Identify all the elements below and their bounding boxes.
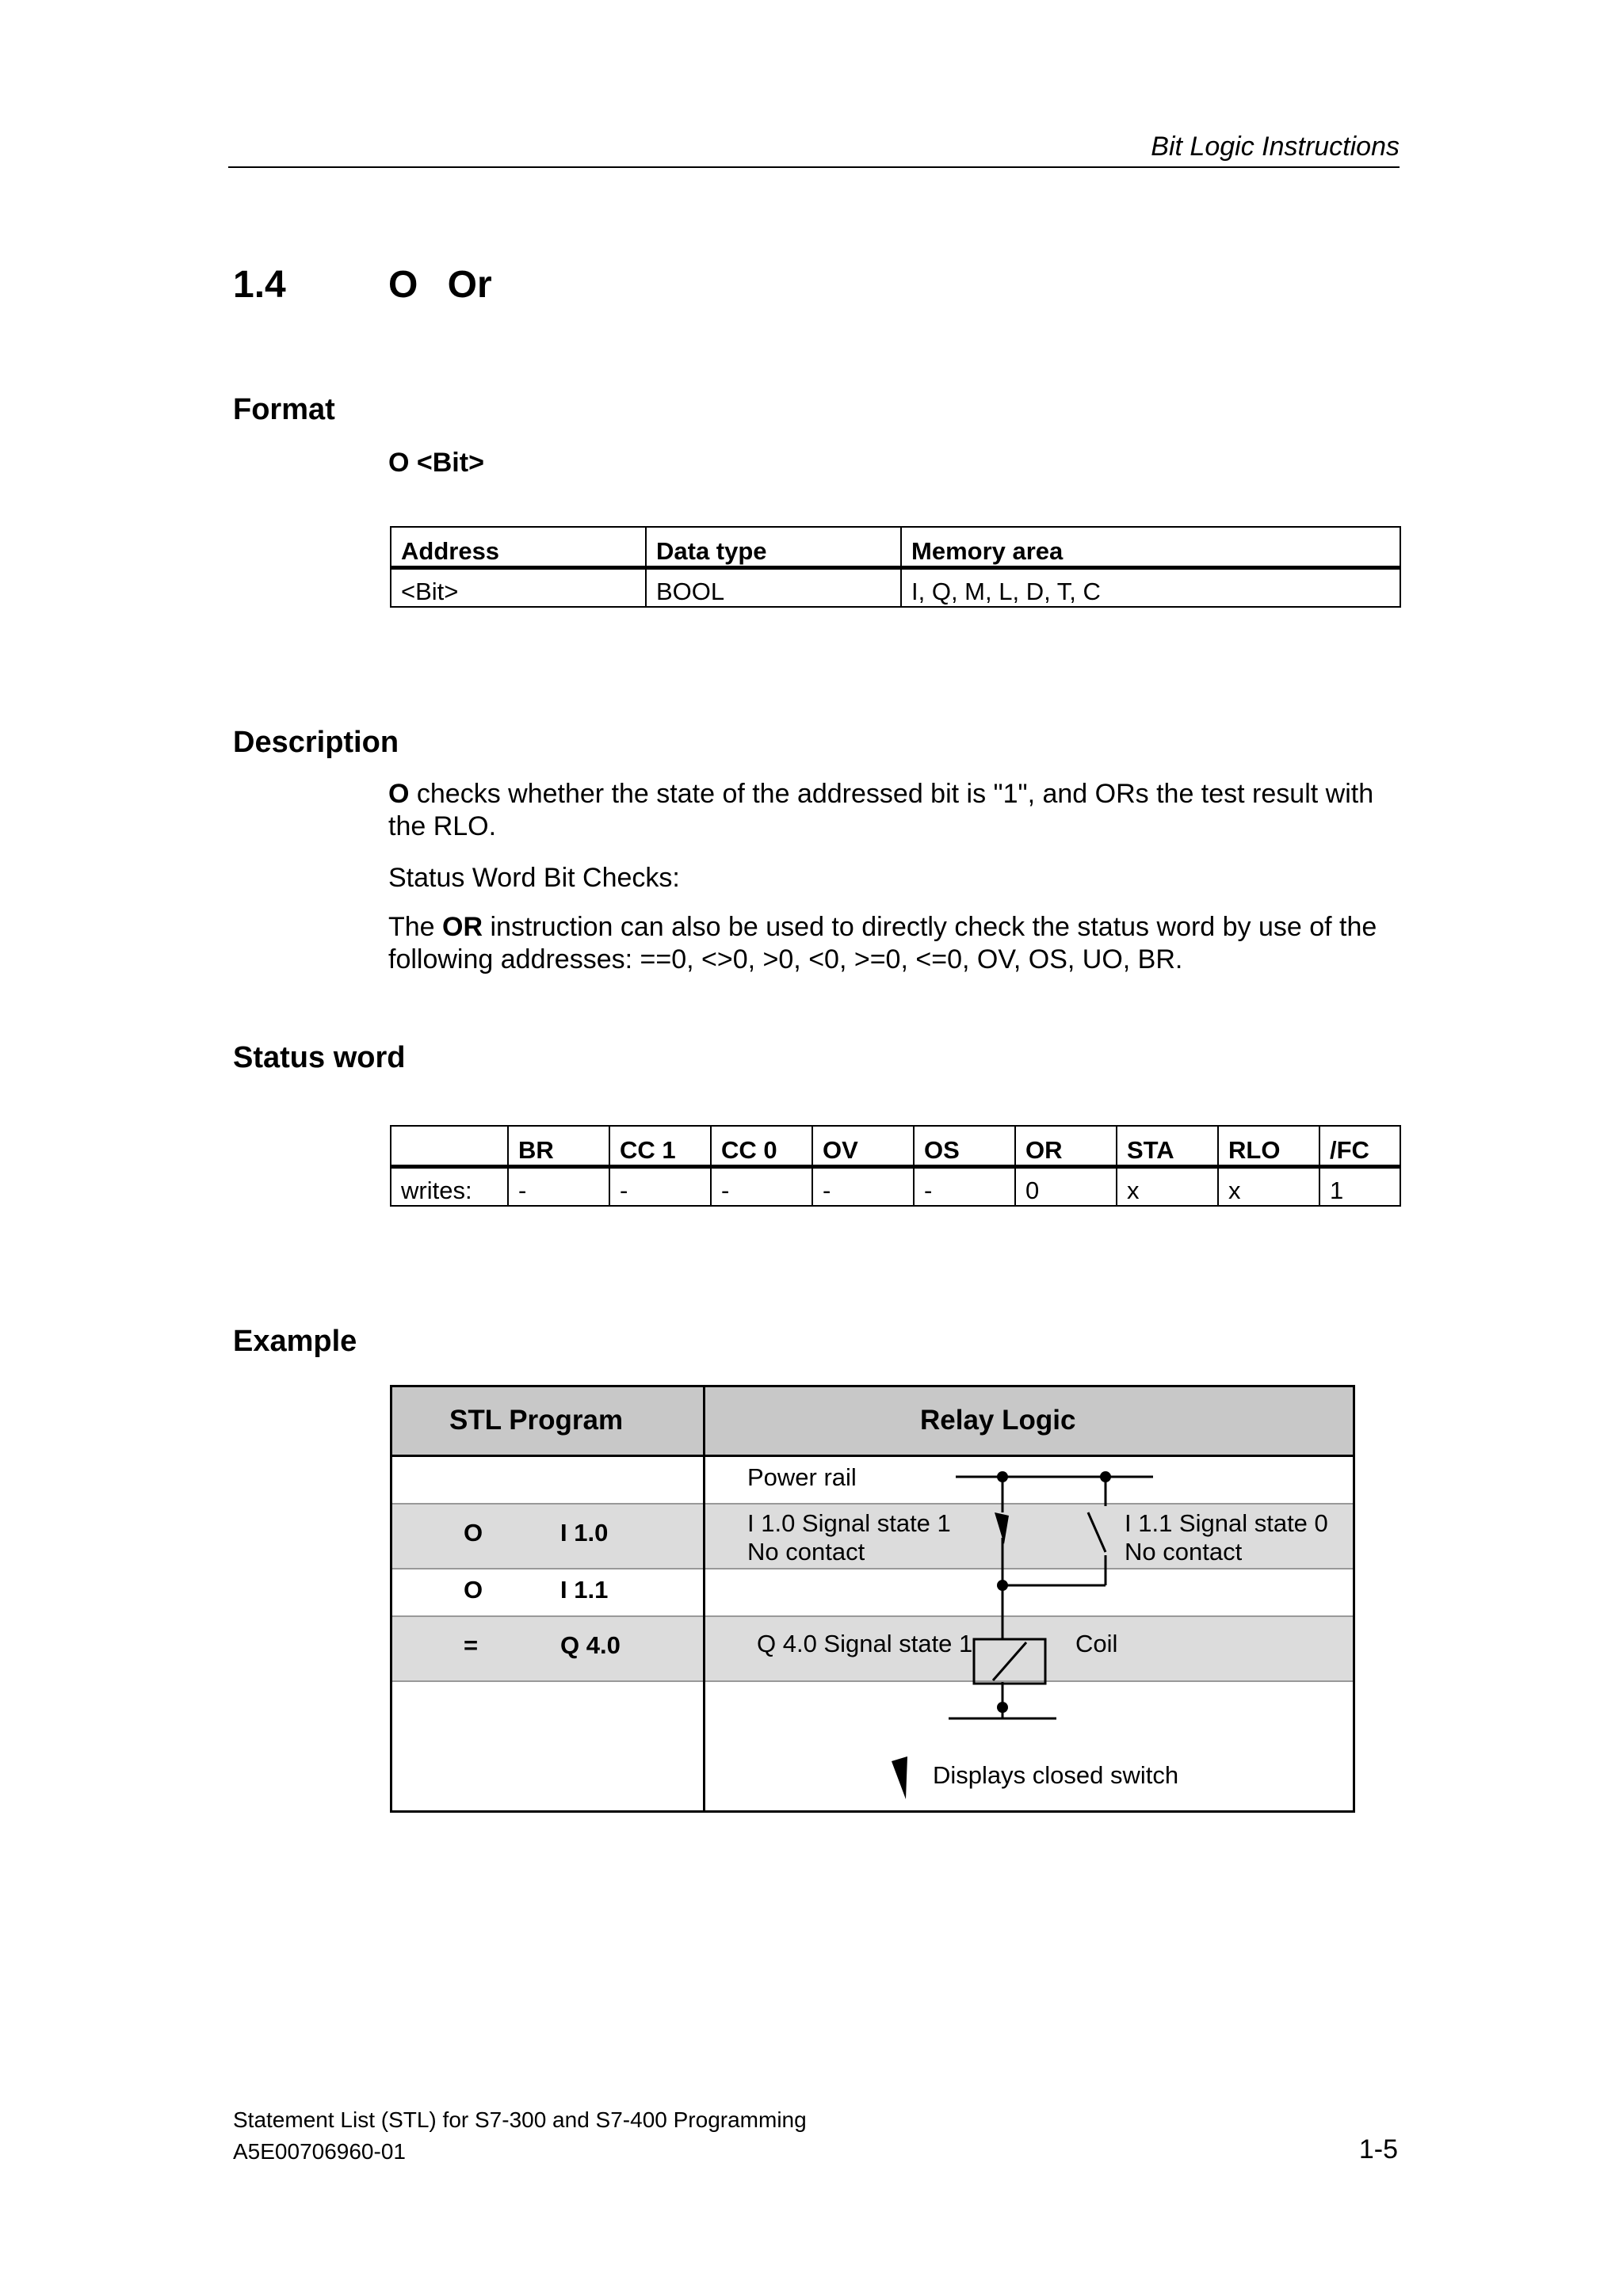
table-header-cell: OR: [1015, 1126, 1117, 1167]
table-header-cell: Data type: [646, 527, 901, 568]
keyword-or: OR: [442, 912, 483, 942]
format-table: [390, 526, 1401, 608]
format-heading: Format: [233, 393, 335, 426]
table-header-row: [391, 1126, 1400, 1167]
table-header-cell: CC 1: [609, 1126, 711, 1167]
status-word-table: [390, 1125, 1401, 1207]
table-header-cell: Memory area: [901, 527, 1400, 568]
table-cell: I, Q, M, L, D, T, C: [901, 568, 1400, 608]
footer-title: Statement List (STL) for S7-300 and S7-400 Programming: [233, 2107, 807, 2132]
table-cell: <Bit>: [391, 568, 646, 608]
table-cell: x: [1117, 1167, 1218, 1207]
section-title: O Or: [388, 264, 492, 306]
description-text: checks whether the state of the addressed bit is "1", and ORs the test result with the RLO.: [388, 779, 1374, 841]
format-syntax: O <Bit>: [388, 448, 484, 478]
description-text: instruction can also be used to directly check the status word by use of the following addresses: ==0, <>0, >0, <0, >=0, <=0, OV, OS, UO, BR.: [388, 912, 1377, 974]
table-header-cell: OV: [812, 1126, 914, 1167]
i11-contact-label: No contact: [1125, 1538, 1243, 1566]
running-header: Bit Logic Instructions: [1151, 132, 1400, 162]
description-paragraph-2: Status Word Bit Checks:: [388, 863, 680, 893]
table-cell: 0: [1015, 1167, 1117, 1207]
q40-state-label: Q 4.0 Signal state 1: [757, 1630, 973, 1657]
stl-address: I 1.1: [560, 1576, 609, 1604]
status-word-heading: Status word: [233, 1041, 406, 1074]
description-heading: Description: [233, 726, 399, 759]
table-cell: 1: [1319, 1167, 1400, 1207]
coil-slash: [993, 1642, 1026, 1680]
stl-address: Q 4.0: [560, 1631, 621, 1659]
table-cell: x: [1218, 1167, 1319, 1207]
header-rule: [228, 166, 1400, 168]
junction-dot: [1100, 1471, 1111, 1482]
junction-dot: [997, 1702, 1008, 1713]
table-cell: -: [508, 1167, 609, 1207]
table-row: [391, 568, 1400, 608]
table-header-cell: RLO: [1218, 1126, 1319, 1167]
section-number: 1.4: [233, 264, 286, 306]
closed-switch-legend-icon: [892, 1756, 907, 1799]
coil-label: Coil: [1075, 1630, 1118, 1657]
relay-logic-diagram: [392, 1387, 1353, 1810]
stl-op: O: [464, 1576, 483, 1604]
junction-dot: [997, 1471, 1008, 1482]
i10-contact-label: No contact: [747, 1538, 865, 1566]
table-cell: -: [711, 1167, 812, 1207]
stl-address: I 1.0: [560, 1519, 609, 1547]
relay-logic-header: Relay Logic: [920, 1405, 1076, 1436]
stl-op: =: [464, 1631, 479, 1659]
i11-open-contact: [1088, 1512, 1106, 1552]
stl-program-header: STL Program: [449, 1405, 624, 1436]
table-header-cell: OS: [914, 1126, 1015, 1167]
table-cell: writes:: [391, 1167, 508, 1207]
table-cell: -: [609, 1167, 711, 1207]
table-header-cell: BR: [508, 1126, 609, 1167]
table-header-cell: [391, 1126, 508, 1167]
table-row: [391, 1167, 1400, 1207]
table-header-cell: CC 0: [711, 1126, 812, 1167]
footer-doc-number: A5E00706960-01: [233, 2139, 406, 2164]
table-cell: -: [812, 1167, 914, 1207]
example-box: [390, 1385, 1355, 1813]
stl-op: O: [464, 1519, 483, 1547]
table-header-row: [391, 527, 1400, 568]
junction-dot: [997, 1580, 1008, 1591]
legend-text: Displays closed switch: [933, 1761, 1179, 1789]
page-number: 1-5: [1358, 2134, 1398, 2164]
table-header-cell: /FC: [1319, 1126, 1400, 1167]
description-paragraph-3: [388, 911, 1403, 976]
keyword-o: O: [388, 779, 410, 809]
example-heading: Example: [233, 1325, 357, 1358]
description-text: The: [388, 912, 443, 942]
i11-state-label: I 1.1 Signal state 0: [1125, 1509, 1328, 1537]
power-rail-label: Power rail: [747, 1463, 857, 1491]
table-header-cell: Address: [391, 527, 646, 568]
description-paragraph-1: [388, 778, 1403, 843]
table-cell: BOOL: [646, 568, 901, 608]
i10-state-label: I 1.0 Signal state 1: [747, 1509, 951, 1537]
table-cell: -: [914, 1167, 1015, 1207]
table-header-cell: STA: [1117, 1126, 1218, 1167]
